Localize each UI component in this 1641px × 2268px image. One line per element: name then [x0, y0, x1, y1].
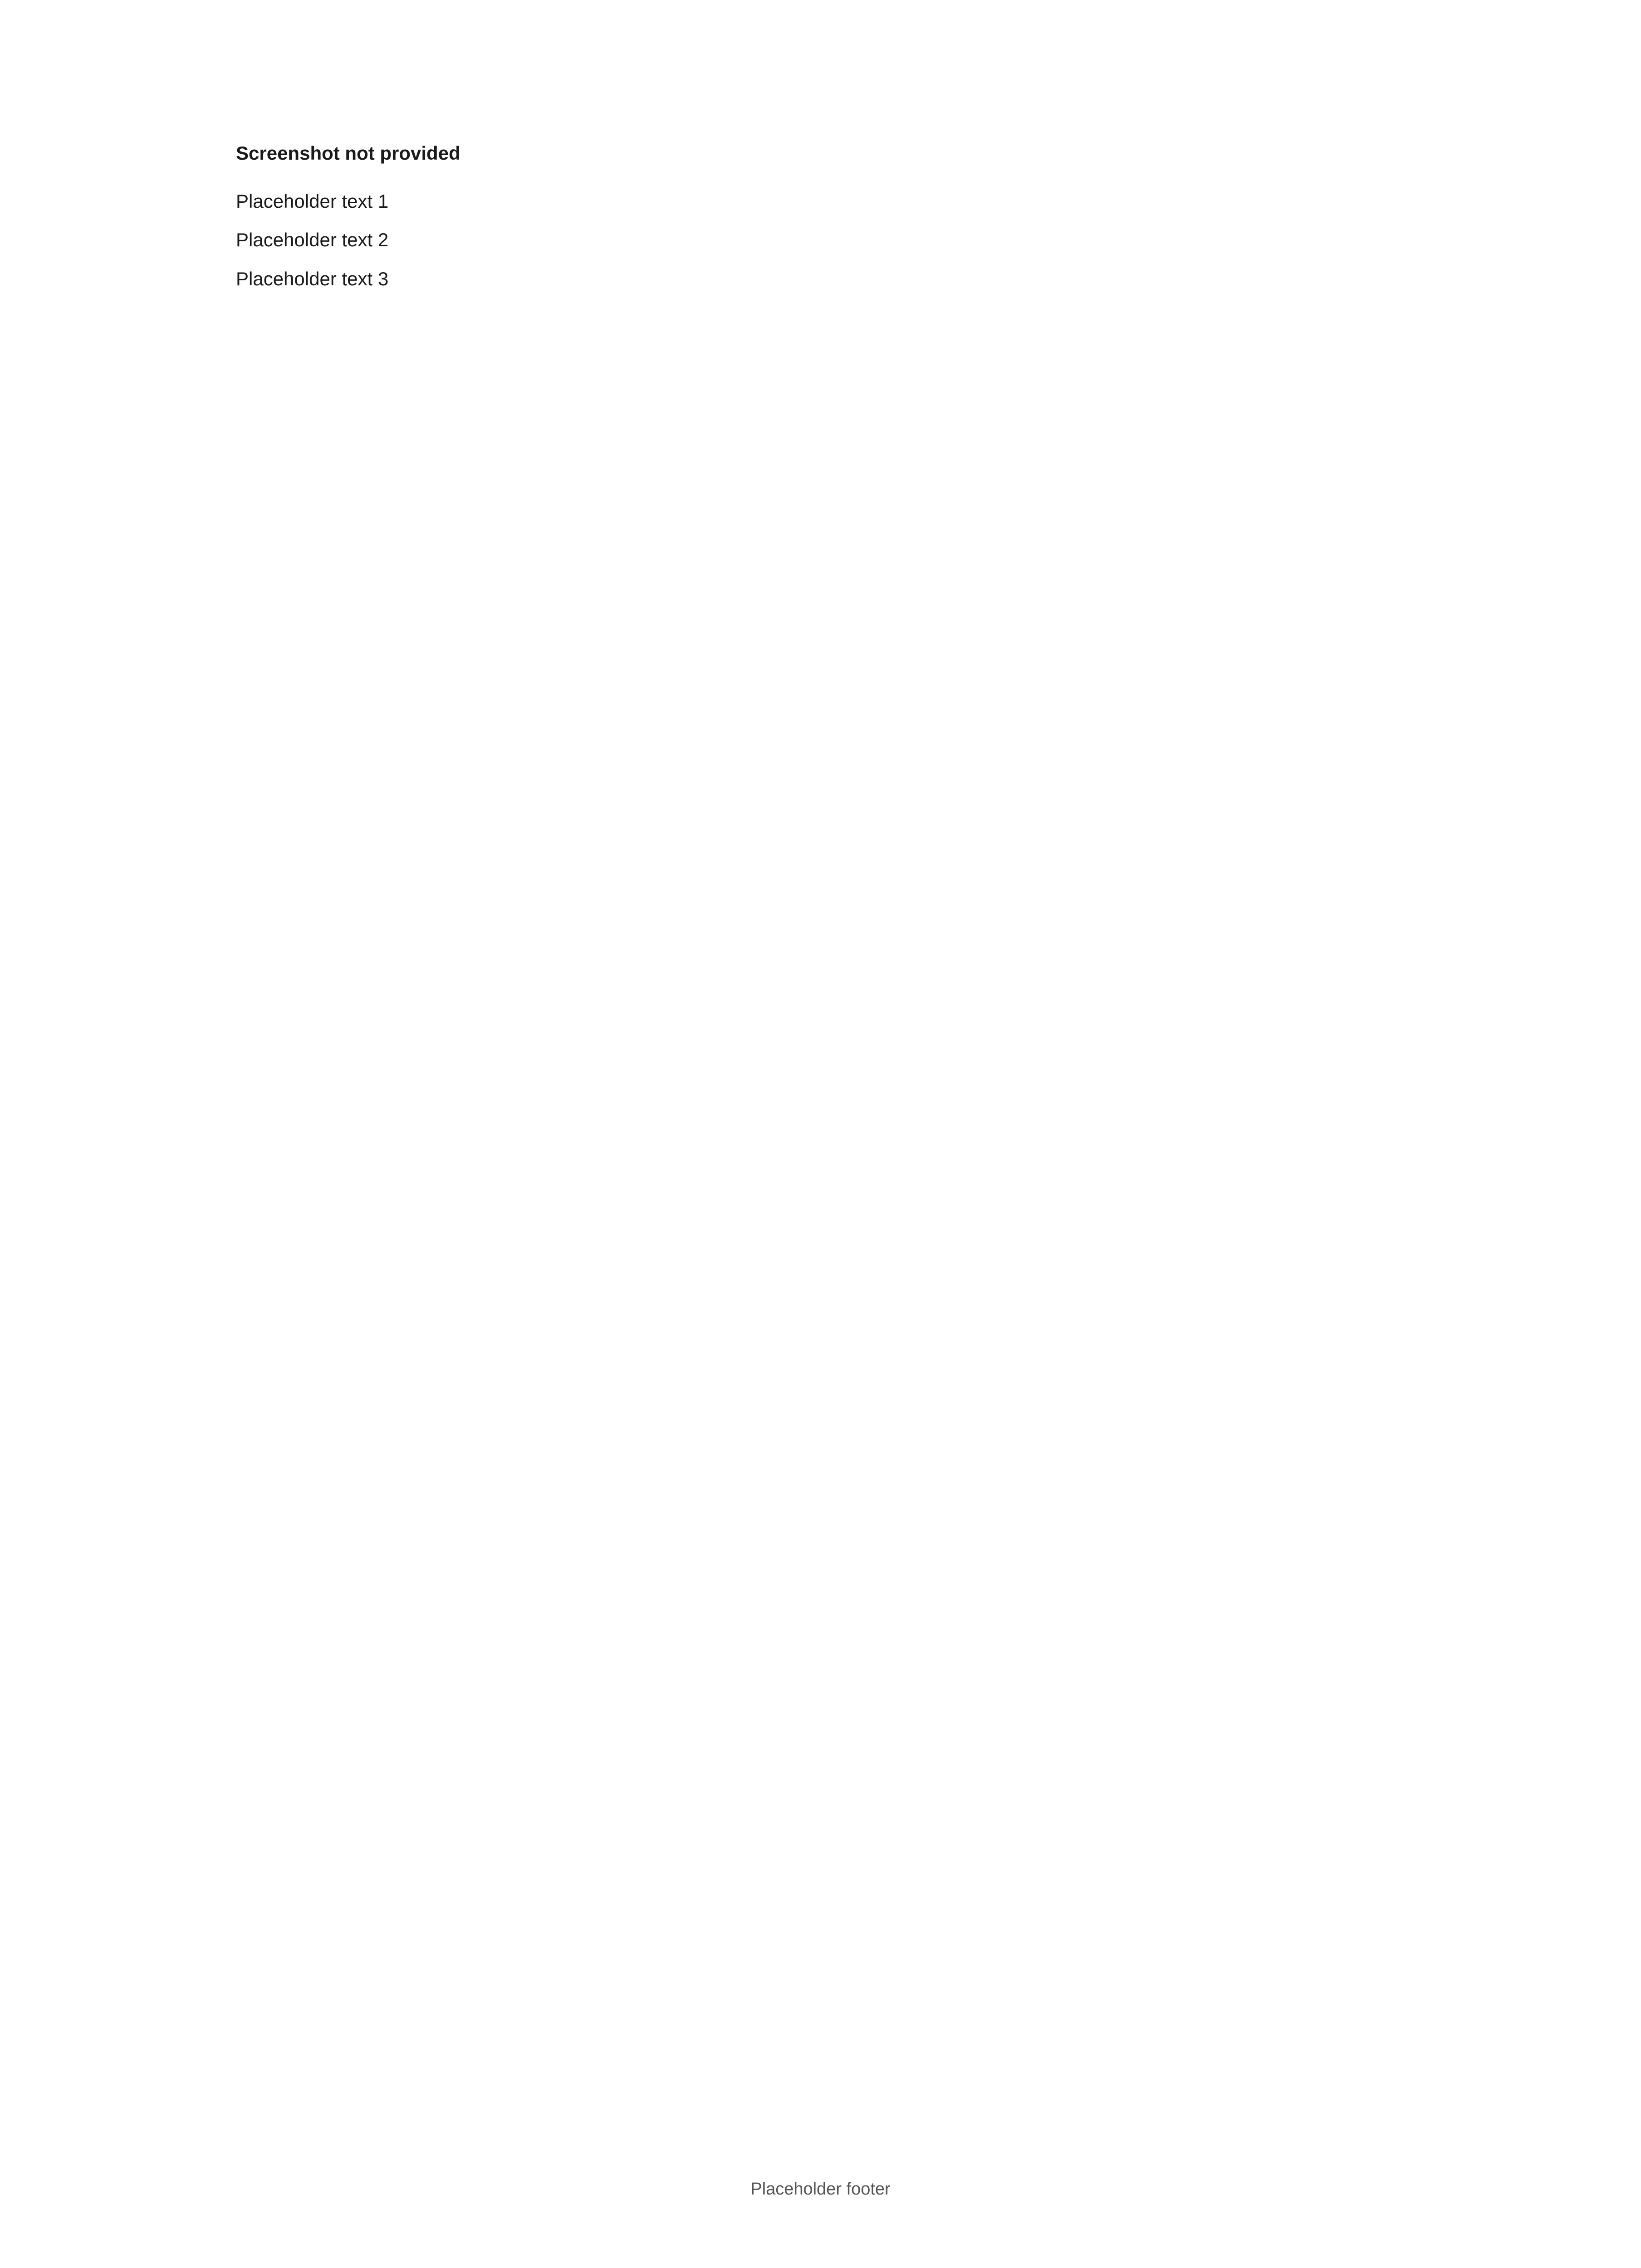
page-footer: Placeholder footer — [750, 2179, 891, 2199]
page-title: Screenshot not provided — [236, 142, 460, 164]
text-line: Placeholder text 2 — [236, 229, 389, 251]
text-line: Placeholder text 3 — [236, 268, 389, 289]
text-line: Placeholder text 1 — [236, 190, 389, 212]
